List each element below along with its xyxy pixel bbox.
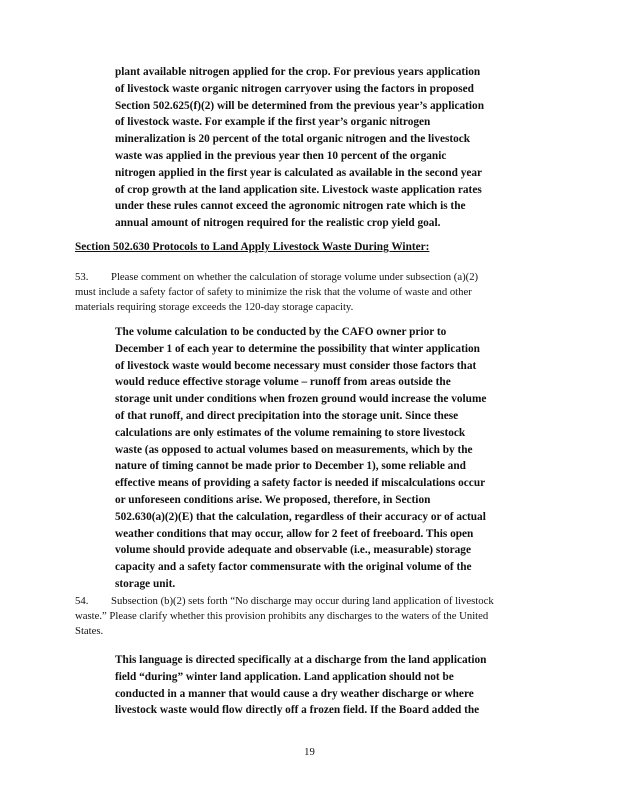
page-number: 19 — [304, 746, 315, 758]
text-line: waste (as opposed to actual volumes based on measurements, which by the — [115, 443, 473, 456]
text-line: field “during” winter land application. Land application should not be — [115, 670, 454, 683]
question-text: Subsection (b)(2) sets forth “No discharge may occur during land application of livestock — [111, 595, 494, 607]
question-first-line — [75, 270, 550, 285]
text-line: weather conditions that may occur, allow for 2 feet of freeboard. This open — [115, 527, 474, 540]
text-line: nature of timing cannot be made prior to December 1), some reliable and — [115, 460, 466, 473]
question-53 — [75, 270, 550, 316]
question-text: waste.” Please clarify whether this provision prohibits any discharges to the waters of the United — [75, 610, 489, 623]
text-line: December 1 of each year to determine the possibility that winter application — [115, 342, 480, 355]
text-line: effective means of providing a safety factor is needed if miscalculations occur — [115, 477, 486, 490]
text-line: The volume calculation to be conducted by the CAFO owner prior to — [115, 326, 447, 338]
text-line: nitrogen applied in the first year is calculated as available in the second year — [115, 166, 483, 179]
text-line: under these rules cannot exceed the agronomic nitrogen rate which is the — [115, 200, 466, 213]
text-line: or unforeseen conditions arise. We proposed, therefore, in Section — [115, 493, 431, 506]
question-text: must include a safety factor of safety to minimize the risk that the volume of waste and other — [75, 286, 472, 299]
question-text: States. — [75, 625, 104, 638]
text-line: 502.630(a)(2)(E) that the calculation, regardless of their accuracy or of actual — [115, 510, 486, 523]
question-number: 53. — [75, 271, 89, 283]
answer-54 — [115, 652, 535, 719]
text-line: livestock waste would flow directly off a frozen field. If the Board added the — [115, 704, 480, 717]
text-line: mineralization is 20 percent of the total organic nitrogen and the livestock — [115, 133, 471, 146]
question-number: 54. — [75, 595, 89, 607]
text-line: would reduce effective storage volume – runoff from areas outside the — [115, 376, 451, 389]
text-line: plant available nitrogen applied for the crop. For previous years application — [115, 66, 481, 78]
text-line: of livestock waste would become necessary must consider those factors that — [115, 359, 477, 372]
paragraph-continuation — [115, 64, 535, 232]
question-54 — [75, 594, 550, 640]
question-first-line — [75, 594, 550, 609]
text-line: waste was applied in the previous year then 10 percent of the organic — [115, 149, 447, 162]
question-text: Please comment on whether the calculation of storage volume under subsection (a)(2) — [111, 271, 479, 283]
text-line: storage unit under conditions when frozen ground would increase the volume — [115, 393, 487, 406]
text-line: This language is directed specifically at a discharge from the land application — [115, 654, 487, 666]
section-heading: Section 502.630 Protocols to Land Apply Livestock Waste During Winter: — [75, 241, 430, 253]
text-line: storage unit. — [115, 577, 176, 590]
text-line: calculations are only estimates of the volume remaining to store livestock — [115, 426, 466, 439]
answer-53 — [115, 324, 535, 593]
text-line: annual amount of nitrogen required for the realistic crop yield goal. — [115, 217, 441, 230]
text-line: of that runoff, and direct precipitation into the storage unit. Since these — [115, 409, 459, 422]
text-line: volume should provide adequate and observable (i.e., measurable) storage — [115, 544, 471, 557]
text-line: conducted in a manner that would cause a dry weather discharge or where — [115, 687, 474, 700]
text-line: of livestock waste organic nitrogen carryover using the factors in proposed — [115, 82, 474, 95]
question-text: materials requiring storage exceeds the 120-day storage capacity. — [75, 301, 354, 314]
text-line: Section 502.625(f)(2) will be determined from the previous year’s application — [115, 99, 484, 112]
text-line: of crop growth at the land application site. Livestock waste application rates — [115, 183, 482, 196]
text-line: of livestock waste. For example if the first year’s organic nitrogen — [115, 116, 431, 129]
text-line: capacity and a safety factor commensurate with the original volume of the — [115, 561, 472, 574]
